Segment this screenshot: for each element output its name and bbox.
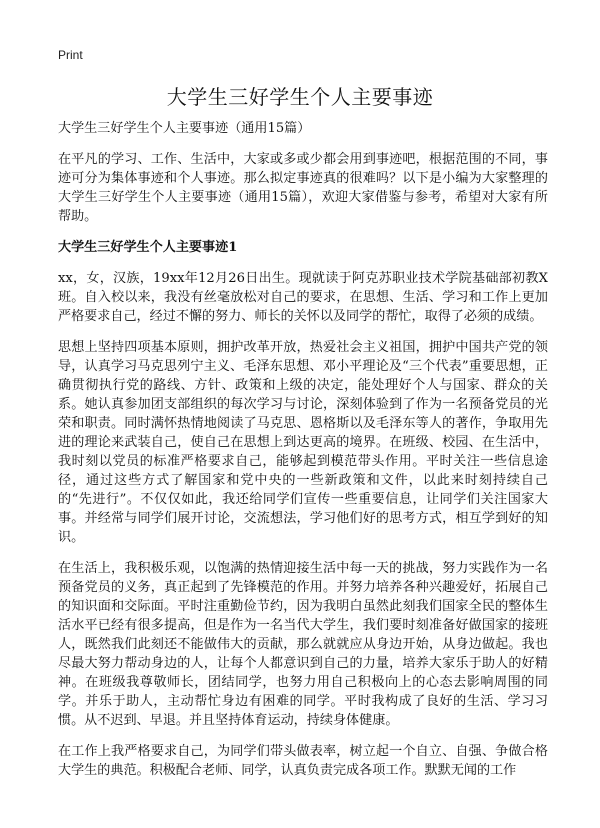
body-paragraph-4: 在工作上我严格要求自己，为同学们带头做表率，树立起一个自立、自强、争做合格大学生的典范。积极配合老师、同学，认真负责完成各项工作。默默无闻的工作	[58, 744, 548, 778]
body-paragraph-3: 在生活上，我积极乐观，以饱满的热情迎接生活中每一天的挑战，努力实践作为一名预备党员的义务，真正起到了先锋模范的作用。并努力培养各种兴趣爱好，拓展自己的知识面和交际面。平时注重勤俭节约，因为我明白虽然此刻我们国家全民的整体生活水平已经有很多提高，但是作为一名当代大学生，我们要时刻准备好做国家的接班人，既然我们此刻还不能做伟大的贡献，那么就就应从身边开始，从身边做起。我也尽最大努力帮动身边的人，让每个人都意识到自己的力量，培养大家乐于助人的好精神。在班级我尊敬师长，团结同学，也努力用自己积极向上的心态去影响周围的同学。并乐于助人，主动帮忙身边有困难的同学。平时我构成了良好的生活、学习习惯。从不迟到、早退。并且坚持体育运动，持续身体健康。	[58, 561, 548, 728]
print-link[interactable]: Print	[58, 48, 83, 62]
article-subtitle: 大学生三好学生个人主要事迹（通用15篇）	[58, 121, 311, 136]
body-paragraph-2: 思想上坚持四项基本原则，拥护改革开放，热爱社会主义祖国，拥护中国共产党的领导，认真学习马克思列宁主义、毛泽东思想、邓小平理论及“三个代表”重要思想，正确贯彻执行党的路线、方针、政策和上级的决定，能处理好个人与国家、群众的关系。她认真参加团支部组织的每次学习与讨论，深刻体验到了作为一名预备党员的光荣和职责。同时满怀热情地阅读了马克思、恩格斯以及毛泽东等人的著作，争取用先进的理论来武装自己，使自己在思想上到达更高的境界。在班级、校园、在生活中，我时刻以党员的标准严格要求自己，能够起到模范带头作用。平时关注一些信息途径，通过这些方式了解国家和党中央的一些新政策和文件，以此来时刻持续自己的“先进行”。不仅仅如此，我还给同学们宣传一些重要信息，让同学们关注国家大事。并经常与同学们展开讨论，交流想法，学习他们好的思考方式，相互学到好的知识。	[58, 340, 548, 545]
body-paragraph-1: xx，女，汉族，19xx年12月26日出生。现就读于阿克苏职业技术学院基础部初教X班。自入校以来，我没有丝毫放松对自己的要求，在思想、生活、学习和工作上更加严格要求自己，经过不懈的努力、师长的关怀以及同学的帮忙，取得了必须的成绩。	[58, 271, 548, 324]
page-title: 大学生三好学生个人主要事迹	[166, 85, 434, 109]
article-body	[58, 119, 548, 792]
section-heading: 大学生三好学生个人主要事迹1	[58, 240, 238, 255]
intro-paragraph: 在平凡的学习、工作、生活中，大家或多或少都会用到事迹吧，根据范围的不同，事迹可分为集体事迹和个人事迹。那么拟定事迹真的很难吗？以下是小编为大家整理的大学生三好学生个人主要事迹（通用15篇），欢迎大家借鉴与参考，希望对大家有所帮助。	[58, 152, 548, 224]
